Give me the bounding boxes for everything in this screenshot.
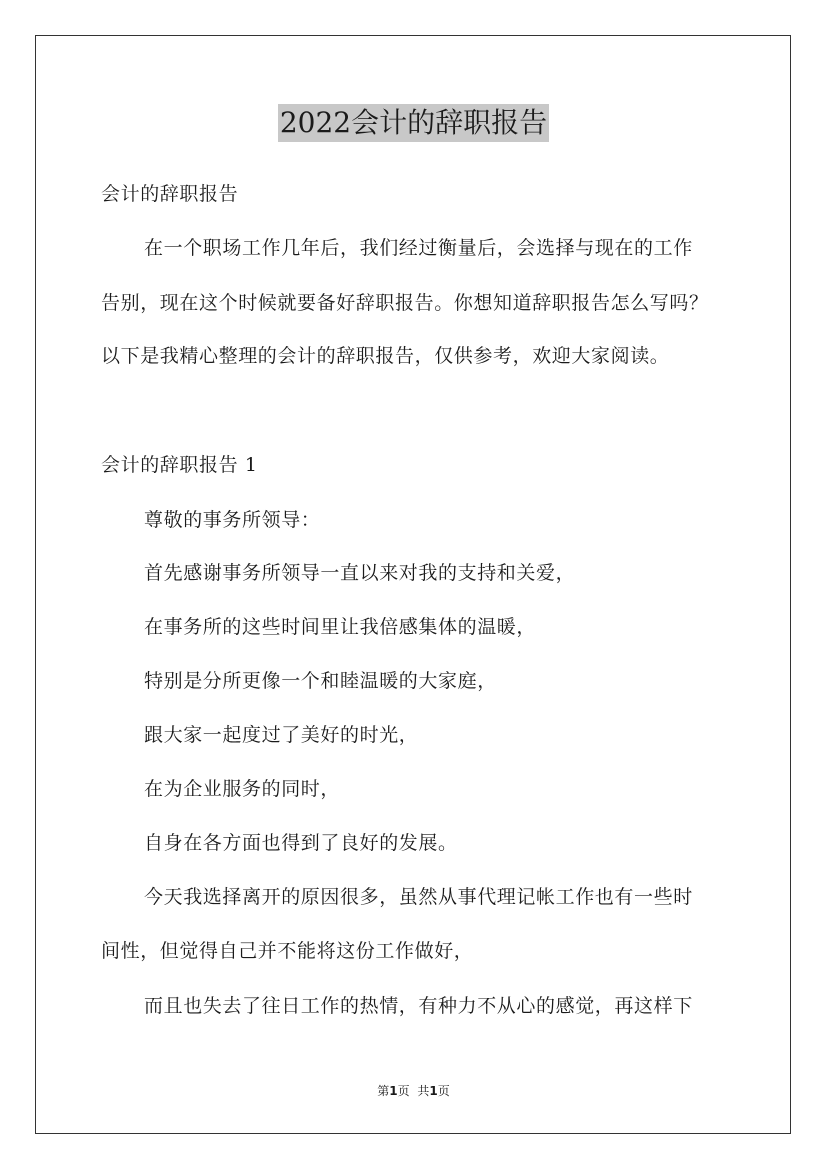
title-container	[0, 104, 827, 142]
document-title: 2022会计的辞职报告	[278, 104, 549, 142]
intro-line-1: 在一个职场工作几年后，我们经过衡量后，会选择与现在的工作	[144, 237, 693, 259]
intro-line-3: 以下是我精心整理的会计的辞职报告，仅供参考，欢迎大家阅读。	[101, 345, 670, 367]
body-line-2: 首先感谢事务所领导一直以来对我的支持和关爱，	[144, 562, 576, 584]
body-line-4: 特别是分所更像一个和睦温暖的大家庭，	[144, 670, 497, 692]
document-subtitle: 会计的辞职报告	[101, 183, 239, 205]
footer-total-suffix: 页	[437, 1084, 450, 1098]
body-line-8: 今天我选择离开的原因很多，虽然从事代理记帐工作也有一些时	[144, 886, 693, 908]
body-line-6: 在为企业服务的同时，	[144, 778, 341, 800]
section-heading: 会计的辞职报告 1	[101, 454, 258, 476]
body-line-5: 跟大家一起度过了美好的时光，	[144, 724, 419, 746]
footer-total-number: 1	[429, 1084, 438, 1098]
intro-line-2: 告别，现在这个时候就要备好辞职报告。你想知道辞职报告怎么写吗？	[101, 292, 709, 314]
footer-total-prefix: 共	[417, 1084, 430, 1098]
page-footer	[0, 1083, 827, 1099]
body-line-7: 自身在各方面也得到了良好的发展。	[144, 832, 458, 854]
body-line-1: 尊敬的事务所领导：	[144, 509, 321, 531]
footer-page-suffix: 页	[397, 1084, 410, 1098]
footer-page-prefix: 第	[377, 1084, 390, 1098]
body-line-10: 而且也失去了往日工作的热情，有种力不从心的感觉，再这样下	[144, 995, 693, 1017]
body-line-3: 在事务所的这些时间里让我倍感集体的温暖，	[144, 616, 537, 638]
footer-page-number: 1	[389, 1084, 398, 1098]
body-line-9: 间性，但觉得自己并不能将这份工作做好，	[101, 940, 474, 962]
